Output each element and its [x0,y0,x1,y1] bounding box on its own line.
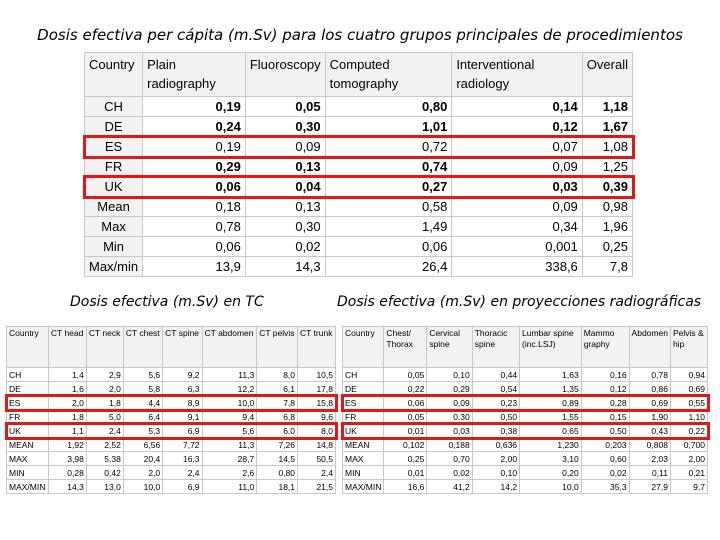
table-cell: 0,02 [581,466,629,480]
xray-dose-table [342,326,708,494]
table-cell: 0,04 [245,177,325,197]
table-cell: 0,98 [582,197,632,217]
table-cell: 1,6 [48,382,86,396]
table-cell: 7,26 [257,438,298,452]
table-row-de [343,382,708,396]
table-cell: 8,0 [298,424,336,438]
row-label: Min [85,237,143,257]
table-row-fr [343,410,708,424]
table-cell: 0,06 [384,396,427,410]
table-row-de [85,117,633,137]
table-cell: 0,05 [384,410,427,424]
row-label: FR [343,410,384,424]
table-cell: 9,7 [670,480,707,494]
row-label: UK [7,424,49,438]
column-header: Mammo graphy [581,327,629,368]
table-cell: 0,94 [670,368,707,382]
table-cell: 10,5 [298,368,336,382]
row-label: MIN [7,466,49,480]
row-label: MAX [343,452,384,466]
table-cell: 0,54 [472,382,519,396]
column-header: Plain radiography [143,53,246,97]
table-row-max [7,452,336,466]
row-label: DE [343,382,384,396]
main-title: Dosis efectiva per cápita (m.Sv) para los cuatro grupos principales de procedimientos [37,26,683,44]
table-row-fr [7,410,336,424]
table-cell: 0,05 [245,97,325,117]
table-cell: 5,6 [202,424,257,438]
table-cell: 6,3 [163,382,202,396]
table-cell: 1,10 [670,410,707,424]
table-cell: 18,1 [257,480,298,494]
table-cell: 3,10 [520,452,582,466]
table-cell: 0,09 [427,396,472,410]
row-label: MAX/MIN [343,480,384,494]
table-cell: 0,636 [472,438,519,452]
table-cell: 0,44 [472,368,519,382]
row-label: UK [85,177,143,197]
table-cell: 6,8 [257,410,298,424]
table-row-max-min [7,480,336,494]
table-cell: 12,2 [202,382,257,396]
table-cell: 1,8 [86,396,123,410]
table-cell: 11,3 [202,438,257,452]
table-cell: 0,09 [452,157,582,177]
table-cell: 0,02 [245,237,325,257]
table-cell: 0,78 [629,368,670,382]
column-header: Cervical spine [427,327,472,368]
table-cell: 0,86 [629,382,670,396]
table-cell: 2,6 [202,466,257,480]
table-cell: 2,9 [86,368,123,382]
table-cell: 0,05 [384,368,427,382]
table-row-uk [343,424,708,438]
table-cell: 0,38 [472,424,519,438]
table-cell: 0,06 [143,237,246,257]
table-row-max [343,452,708,466]
table-cell: 3,98 [48,452,86,466]
table-cell: 27,9 [629,480,670,494]
table-cell: 0,808 [629,438,670,452]
table-cell: 1,4 [48,368,86,382]
table-cell: 14,3 [245,257,325,277]
table-cell: 2,00 [670,452,707,466]
table-cell: 0,07 [452,137,582,157]
table-cell: 0,29 [143,157,246,177]
row-label: Max [85,217,143,237]
table-cell: 1,67 [582,117,632,137]
table-cell: 8,9 [163,396,202,410]
table-row-es [7,396,336,410]
table-cell: 0,203 [581,438,629,452]
column-header: Country [7,327,49,368]
table-cell: 7,72 [163,438,202,452]
row-label: MAX [7,452,49,466]
table-cell: 338,6 [452,257,582,277]
table-row-max [85,217,633,237]
table-row-max-min [343,480,708,494]
row-label: CH [7,368,49,382]
table-cell: 17,8 [298,382,336,396]
column-header: Computed tomography [325,53,452,97]
table-cell: 6,9 [163,424,202,438]
table-row-mean [7,438,336,452]
table-cell: 1,1 [48,424,86,438]
table-cell: 16,3 [163,452,202,466]
table-cell: 35,3 [581,480,629,494]
table-cell: 11,3 [202,368,257,382]
table-row-max-min [85,257,633,277]
table-cell: 0,30 [245,117,325,137]
table-cell: 0,30 [245,217,325,237]
table-cell: 0,23 [472,396,519,410]
table-cell: 0,13 [245,157,325,177]
table-cell: 0,12 [581,382,629,396]
table-cell: 0,39 [582,177,632,197]
column-header: CT neck [86,327,123,368]
column-header: Interventional radiology [452,53,582,97]
table-cell: 16,6 [384,480,427,494]
table-cell: 10,0 [123,480,162,494]
row-label: ES [7,396,49,410]
overall-dose-table [84,52,633,277]
table-row-es [85,137,633,157]
table-cell: 1,230 [520,438,582,452]
table-cell: 10,0 [202,396,257,410]
column-header: CT spine [163,327,202,368]
table-cell: 2,03 [629,452,670,466]
table-cell: 0,65 [520,424,582,438]
table-cell: 1,55 [520,410,582,424]
table-cell: 0,80 [325,97,452,117]
table-cell: 0,74 [325,157,452,177]
table-cell: 1,18 [582,97,632,117]
column-header: Lumbar spine (inc.LSJ) [520,327,582,368]
table-cell: 0,188 [427,438,472,452]
table-cell: 1,90 [629,410,670,424]
table-cell: 0,34 [452,217,582,237]
table-cell: 0,19 [143,97,246,117]
table-cell: 0,102 [384,438,427,452]
table-cell: 0,21 [670,466,707,480]
table-row-uk [85,177,633,197]
table-cell: 9,6 [298,410,336,424]
table-cell: 0,20 [520,466,582,480]
table-cell: 1,8 [48,410,86,424]
table-cell: 0,03 [452,177,582,197]
table-cell: 14,8 [298,438,336,452]
table-cell: 0,24 [143,117,246,137]
table-cell: 26,4 [325,257,452,277]
table-cell: 13,0 [86,480,123,494]
table-cell: 6,1 [257,382,298,396]
column-header: Thoracic spine [472,327,519,368]
table-cell: 0,09 [452,197,582,217]
table-cell: 0,09 [245,137,325,157]
table-cell: 5,8 [123,382,162,396]
row-label: CH [343,368,384,382]
table-cell: 8,0 [257,368,298,382]
table-cell: 1,35 [520,382,582,396]
table-cell: 0,69 [629,396,670,410]
table-cell: 0,14 [452,97,582,117]
table-cell: 1,63 [520,368,582,382]
table-cell: 2,0 [86,382,123,396]
table-cell: 5,3 [123,424,162,438]
table-cell: 4,4 [123,396,162,410]
table-cell: 0,15 [581,410,629,424]
table-cell: 2,52 [86,438,123,452]
table-cell: 10,0 [520,480,582,494]
table-cell: 2,4 [298,466,336,480]
table-cell: 50,5 [298,452,336,466]
table-cell: 14,5 [257,452,298,466]
table-cell: 0,28 [48,466,86,480]
table-cell: 0,06 [325,237,452,257]
table-cell: 15,8 [298,396,336,410]
table-cell: 1,25 [582,157,632,177]
table-row-min [85,237,633,257]
table-cell: 6,56 [123,438,162,452]
table-cell: 0,50 [472,410,519,424]
table-cell: 11,0 [202,480,257,494]
table-cell: 13,9 [143,257,246,277]
row-label: FR [7,410,49,424]
table-cell: 0,60 [581,452,629,466]
table-cell: 20,4 [123,452,162,466]
table-cell: 14,2 [472,480,519,494]
column-header: Abdomen [629,327,670,368]
table-cell: 0,18 [143,197,246,217]
table-cell: 0,70 [427,452,472,466]
row-label: ES [343,396,384,410]
table-row-ch [343,368,708,382]
table-cell: 0,16 [581,368,629,382]
table-cell: 21,5 [298,480,336,494]
row-label: DE [7,382,49,396]
table-cell: 2,00 [472,452,519,466]
column-header: Fluoroscopy [245,53,325,97]
table-cell: 0,01 [384,424,427,438]
table-cell: 0,11 [629,466,670,480]
table-cell: 0,06 [143,177,246,197]
table-cell: 2,0 [123,466,162,480]
table-cell: 28,7 [202,452,257,466]
table-cell: 0,001 [452,237,582,257]
table-cell: 6,4 [123,410,162,424]
column-header: Overall [582,53,632,97]
column-header: CT chest [123,327,162,368]
table-cell: 0,03 [427,424,472,438]
table-cell: 0,43 [629,424,670,438]
table-cell: 0,10 [427,368,472,382]
table-cell: 1,08 [582,137,632,157]
table-cell: 9,4 [202,410,257,424]
table-cell: 6,9 [163,480,202,494]
row-label: CH [85,97,143,117]
table-cell: 7,8 [582,257,632,277]
table-row-ch [7,368,336,382]
table-row-min [343,466,708,480]
table-cell: 0,01 [384,466,427,480]
table-row-mean [85,197,633,217]
table-cell: 14,3 [48,480,86,494]
row-label: Mean [85,197,143,217]
table-cell: 6,0 [257,424,298,438]
table-cell: 0,42 [86,466,123,480]
table-cell: 5,6 [123,368,162,382]
row-label: UK [343,424,384,438]
table-cell: 5,38 [86,452,123,466]
table-cell: 0,700 [670,438,707,452]
table-cell: 0,29 [427,382,472,396]
table-cell: 1,92 [48,438,86,452]
column-header: Country [343,327,384,368]
table-cell: 0,30 [427,410,472,424]
table-cell: 9,1 [163,410,202,424]
table-cell: 0,89 [520,396,582,410]
table-cell: 0,28 [581,396,629,410]
table-row-fr [85,157,633,177]
column-header: CT trunk [298,327,336,368]
column-header: CT abdomen [202,327,257,368]
table-cell: 0,78 [143,217,246,237]
table-cell: 0,27 [325,177,452,197]
table-cell: 2,4 [86,424,123,438]
table-cell: 9,2 [163,368,202,382]
row-label: MEAN [7,438,49,452]
table-cell: 0,19 [143,137,246,157]
row-label: MIN [343,466,384,480]
table-cell: 0,25 [384,452,427,466]
column-header: CT head [48,327,86,368]
row-label: MEAN [343,438,384,452]
table-row-uk [7,424,336,438]
table-cell: 41,2 [427,480,472,494]
table-row-mean [343,438,708,452]
column-header: CT pelvis [257,327,298,368]
table-row-ch [85,97,633,117]
table-cell: 0,25 [582,237,632,257]
xray-title: Dosis efectiva (m.Sv) en proyecciones radiográficas [337,294,702,310]
column-header: Country [85,53,143,97]
table-cell: 1,49 [325,217,452,237]
column-header: Chest/ Thorax [384,327,427,368]
table-cell: 1,01 [325,117,452,137]
ct-title: Dosis efectiva (m.Sv) en TC [70,294,264,310]
row-label: DE [85,117,143,137]
table-cell: 2,4 [163,466,202,480]
table-cell: 7,8 [257,396,298,410]
table-cell: 0,55 [670,396,707,410]
row-label: Max/min [85,257,143,277]
row-label: ES [85,137,143,157]
ct-dose-table [6,326,336,494]
table-cell: 0,02 [427,466,472,480]
table-cell: 0,72 [325,137,452,157]
table-row-de [7,382,336,396]
table-cell: 0,58 [325,197,452,217]
table-cell: 0,50 [581,424,629,438]
table-cell: 1,96 [582,217,632,237]
table-cell: 0,13 [245,197,325,217]
row-label: MAX/MIN [7,480,49,494]
table-cell: 0,22 [384,382,427,396]
table-row-min [7,466,336,480]
table-cell: 0,12 [452,117,582,137]
table-cell: 5,0 [86,410,123,424]
table-cell: 0,80 [257,466,298,480]
table-cell: 0,10 [472,466,519,480]
table-row-es [343,396,708,410]
column-header: Pelvis & hip [670,327,707,368]
table-cell: 2,0 [48,396,86,410]
row-label: FR [85,157,143,177]
table-cell: 0,22 [670,424,707,438]
table-cell: 0,69 [670,382,707,396]
